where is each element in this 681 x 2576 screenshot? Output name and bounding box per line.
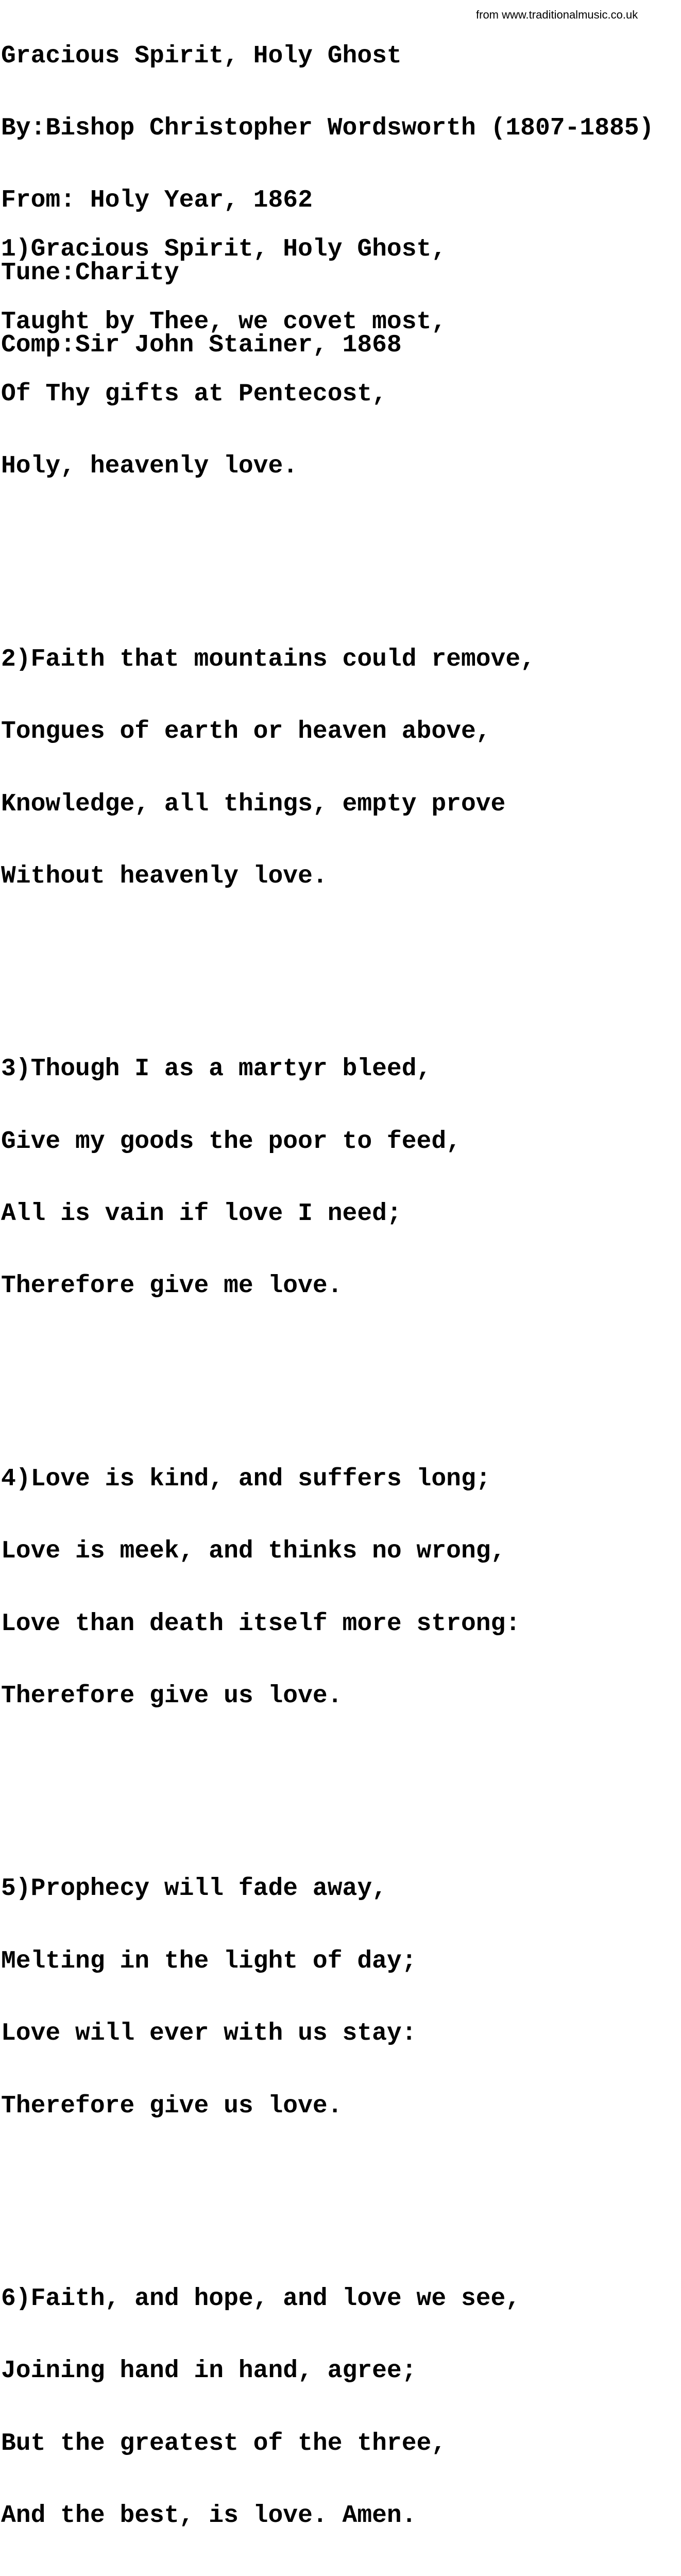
verse-line: Without heavenly love. <box>1 862 328 890</box>
source-attribution: from www.traditionalmusic.co.uk <box>476 8 638 21</box>
verse-1 <box>1 190 535 527</box>
hymn-verses <box>1 141 535 2576</box>
verse-line: Love will ever with us stay: <box>1 2020 417 2048</box>
verse-line: Give my goods the poor to feed, <box>1 1127 461 1156</box>
verse-3 <box>1 1009 535 1347</box>
verse-2 <box>1 599 535 937</box>
verse-5 <box>1 1829 535 2166</box>
hymn-author: By:Bishop Christopher Wordsworth (1807-1885) <box>1 114 654 142</box>
hymn-tune: Tune:Charity <box>1 259 179 287</box>
verse-line: But the greatest of the three, <box>1 2429 447 2458</box>
verse-line: Holy, heavenly love. <box>1 452 298 481</box>
verse-line: Therefore give us love. <box>1 2092 343 2120</box>
verse-line: 6)Faith, and hope, and love we see, <box>1 2284 521 2313</box>
verse-line: Melting in the light of day; <box>1 1947 417 1975</box>
hymn-composer: Comp:Sir John Stainer, 1868 <box>1 331 402 360</box>
verse-line: 1)Gracious Spirit, Holy Ghost, <box>1 235 447 264</box>
verse-line: 2)Faith that mountains could remove, <box>1 645 535 673</box>
verse-line: Knowledge, all things, empty prove <box>1 790 506 818</box>
verse-4 <box>1 1419 535 1756</box>
verse-line: Tongues of earth or heaven above, <box>1 718 491 746</box>
verse-line: Love than death itself more strong: <box>1 1609 521 1638</box>
verse-line: Of Thy gifts at Pentecost, <box>1 380 387 408</box>
verse-line: Love is meek, and thinks no wrong, <box>1 1537 506 1566</box>
verse-line: All is vain if love I need; <box>1 1200 402 1228</box>
verse-line: Therefore give me love. <box>1 1272 343 1300</box>
verse-6 <box>1 2239 535 2576</box>
verse-line: 4)Love is kind, and suffers long; <box>1 1465 491 1493</box>
verse-line: 5)Prophecy will fade away, <box>1 1875 387 1903</box>
hymn-title: Gracious Spirit, Holy Ghost <box>1 42 402 70</box>
verse-line: Therefore give us love. <box>1 1682 343 1710</box>
verse-line: And the best, is love. Amen. <box>1 2502 417 2530</box>
verse-line: 3)Though I as a martyr bleed, <box>1 1055 432 1083</box>
verse-line: Taught by Thee, we covet most, <box>1 308 447 336</box>
hymn-source: From: Holy Year, 1862 <box>1 187 313 215</box>
verse-line: Joining hand in hand, agree; <box>1 2357 417 2385</box>
